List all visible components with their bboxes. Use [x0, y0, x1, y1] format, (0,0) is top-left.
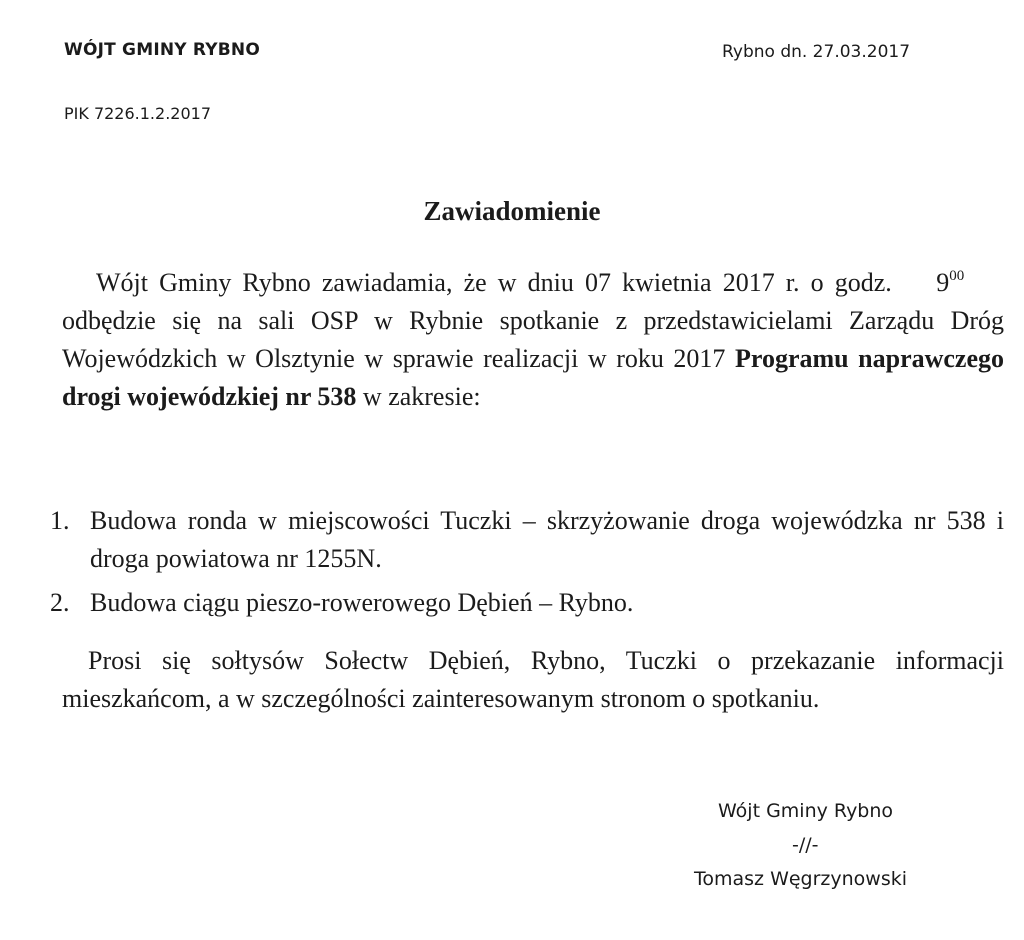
list-item-number: 1. — [50, 506, 70, 535]
list-item — [50, 584, 1004, 622]
intro-text-2: odbędzie się na sali OSP w Rybnie spotkanie z przedstawicielami Zarządu Dróg Wojewódzkich w Olsztynie w sprawie realizacji w roku 2017 — [62, 306, 1004, 373]
signature-title: Wójt Gminy Rybno — [718, 800, 894, 822]
list-item-text: Budowa ciągu pieszo-rowerowego Dębień – Rybno. — [90, 588, 634, 617]
intro-text-1: Wójt Gminy Rybno zawiadamia, że w dniu 07 kwietnia 2017 r. o godz. — [96, 268, 892, 297]
intro-text-3: w zakresie: — [362, 382, 481, 411]
place-date: Rybno dn. 27.03.2017 — [722, 42, 911, 62]
signature-name: Tomasz Węgrzynowski — [694, 868, 908, 890]
meeting-minutes: 00 — [949, 268, 965, 284]
reference-number: PIK 7226.1.2.2017 — [64, 104, 211, 123]
document-title: Zawiadomienie — [423, 196, 601, 226]
list-item-text: Budowa ronda w miejscowości Tuczki – skrzyżowanie droga wojewódzka nr 538 i droga powiatowa nr 1255N. — [90, 506, 1004, 573]
intro-paragraph — [62, 264, 1004, 416]
list-item-number: 2. — [50, 588, 70, 617]
signature-mark: -//- — [792, 834, 819, 856]
list-item — [50, 502, 1004, 578]
request-paragraph — [62, 642, 1004, 718]
issuer-heading: WÓJT GMINY RYBNO — [64, 40, 261, 60]
program-name: Programu naprawczego drogi wojewódzkiej nr 538 — [62, 344, 1005, 411]
meeting-hour: 9 — [936, 268, 950, 297]
request-text: Prosi się sołtysów Sołectw Dębień, Rybno, Tuczki o przekazanie informacji mieszkańcom, a w szczególności zainteresowanym stronom o spotkaniu. — [62, 646, 1004, 713]
